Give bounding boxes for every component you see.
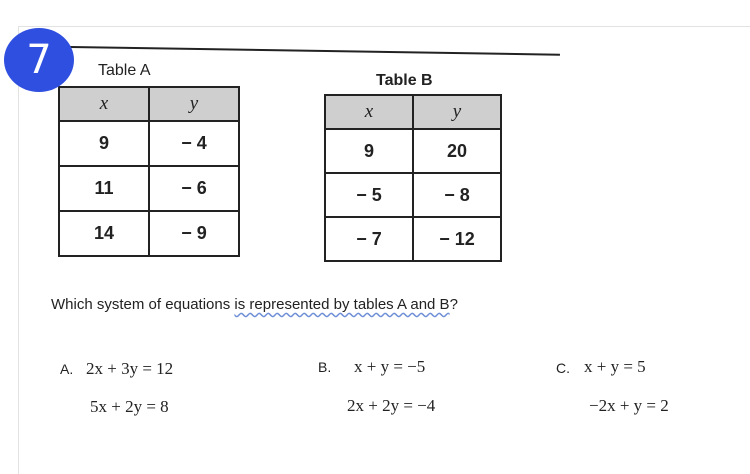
table-row xyxy=(325,217,501,261)
table-row xyxy=(325,129,501,173)
table-b-title: Table B xyxy=(376,72,433,89)
table-row xyxy=(325,173,501,217)
page-border-top xyxy=(18,26,750,27)
choice-c-equation-2: −2x + y = 2 xyxy=(589,396,669,415)
table-a-cell: 14 xyxy=(59,211,149,256)
question-underlined: is represented by tables A and B xyxy=(234,296,450,313)
table-b xyxy=(324,94,502,262)
table-row xyxy=(59,121,239,166)
table-a-title: Table A xyxy=(98,62,151,79)
choice-b-letter: B. xyxy=(318,359,332,375)
choice-a-equation-2: 5x + 2y = 8 xyxy=(90,397,169,416)
question-suffix: ? xyxy=(449,296,458,313)
page-border-left xyxy=(18,26,19,474)
table-a-cell: 11 xyxy=(59,166,149,211)
table-b-cell: 9 xyxy=(325,129,413,173)
table-b-cell: 20 xyxy=(413,129,501,173)
table-b-cell: − 12 xyxy=(413,217,501,261)
table-b-cell: − 5 xyxy=(325,173,413,217)
choice-c-equation-1: x + y = 5 xyxy=(584,357,646,376)
choice-a-equation-1: 2x + 3y = 12 xyxy=(86,359,174,378)
table-b-cell: − 7 xyxy=(325,217,413,261)
choice-b-equation-2: 2x + 2y = −4 xyxy=(347,396,436,415)
header-rule xyxy=(70,46,560,56)
choice-b-equation-1: x + y = −5 xyxy=(354,357,426,376)
question-number-badge: 7 xyxy=(4,28,74,92)
worksheet-scan xyxy=(40,36,600,436)
choice-c-letter: C. xyxy=(556,360,570,376)
table-a-cell: − 4 xyxy=(149,121,239,166)
table-row xyxy=(59,166,239,211)
question-text xyxy=(51,296,458,313)
table-a-cell: − 6 xyxy=(149,166,239,211)
table-a-header-x: x xyxy=(59,87,149,121)
table-a-cell: − 9 xyxy=(149,211,239,256)
table-b-header-y: y xyxy=(413,95,501,129)
table-b-header-x: x xyxy=(325,95,413,129)
question-prefix: Which system of equations xyxy=(51,296,235,313)
choice-a-letter: A. xyxy=(60,361,74,377)
table-b-cell: − 8 xyxy=(413,173,501,217)
table-a xyxy=(58,86,240,257)
table-a-header-y: y xyxy=(149,87,239,121)
table-a-cell: 9 xyxy=(59,121,149,166)
table-row xyxy=(59,211,239,256)
